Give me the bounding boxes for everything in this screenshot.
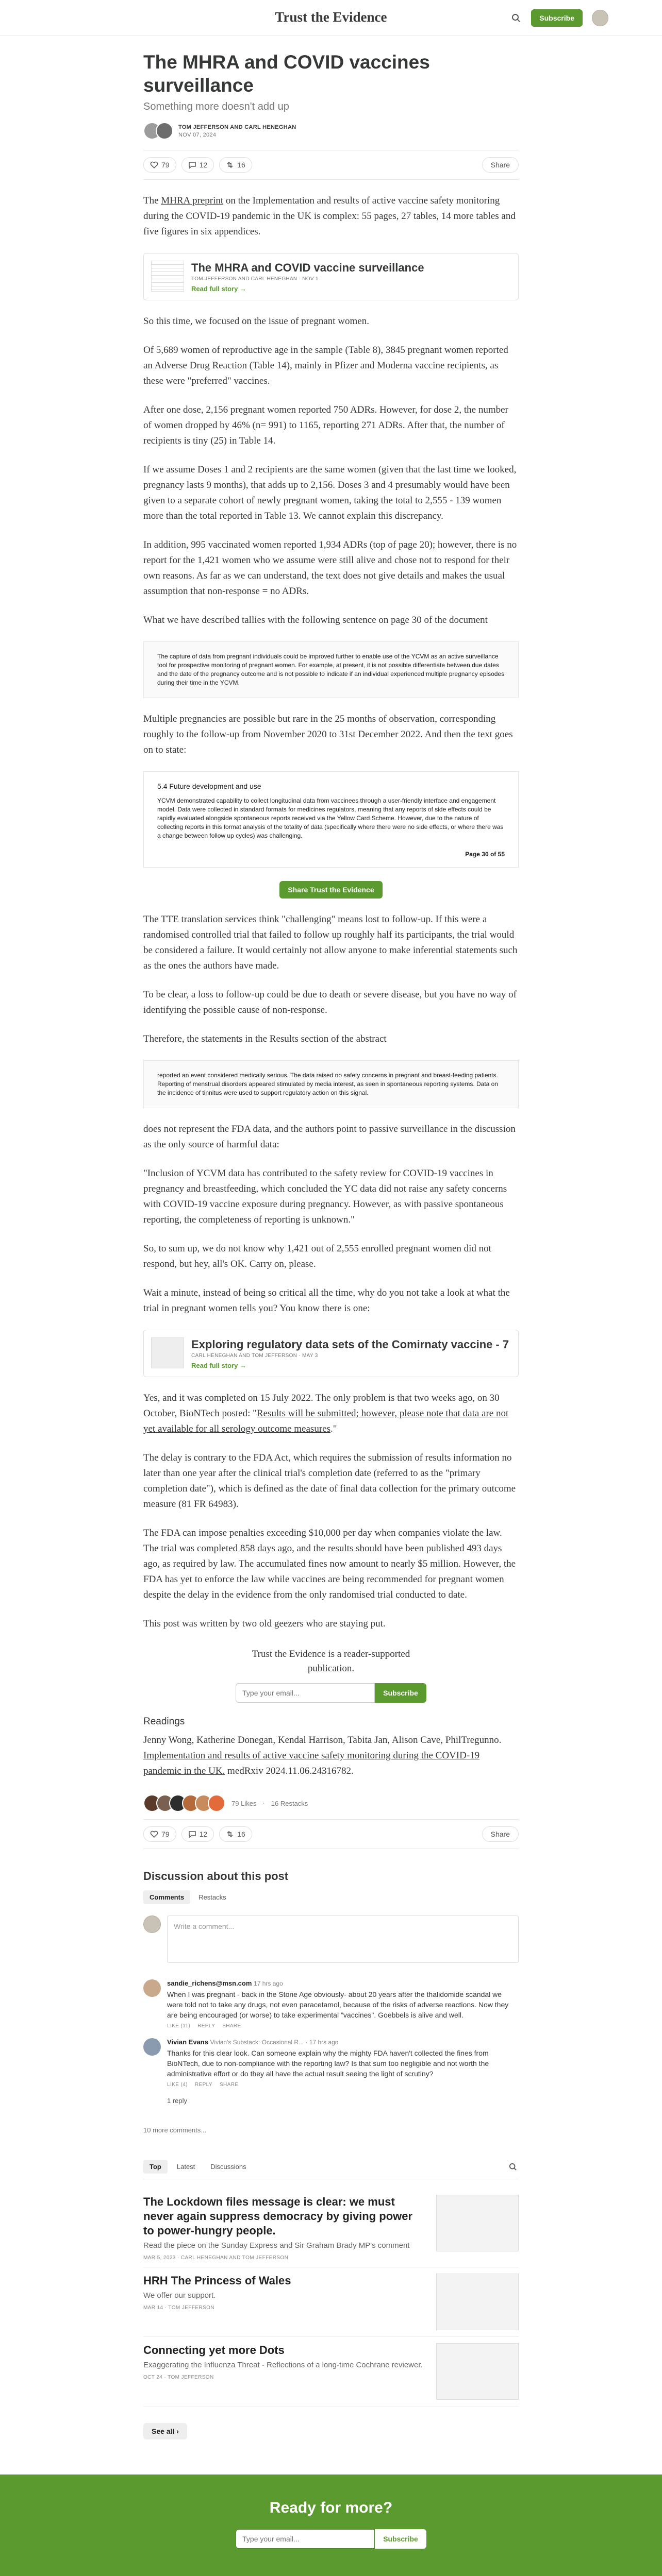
more-comments-link[interactable]: 10 more comments... bbox=[143, 2126, 207, 2134]
paragraph: After one dose, 2,156 pregnant women reported 750 ADRs. However, for dose 2, the number of women dropped by 46% (n= 991) to 1165, reporting 271 ADRs. After that, the number of recipients is tiny (25) in Table 14. bbox=[143, 404, 508, 446]
read-full-story-link[interactable]: Read full story → bbox=[191, 285, 246, 293]
archive-post-subtitle: Exaggerating the Influenza Threat - Reflections of a long-time Cochrane reviewer. bbox=[143, 2361, 423, 2369]
biontech-results-link[interactable]: Results will be submitted; however, please note that data are not yet available for all serology outcome measures bbox=[143, 1408, 509, 1434]
restack-count: 16 bbox=[237, 1830, 245, 1838]
archive-post-image[interactable] bbox=[436, 2343, 519, 2400]
comment-share-button[interactable]: SHARE bbox=[222, 2023, 241, 2029]
likes-text[interactable]: 79 Likes bbox=[231, 1799, 257, 1807]
abstract-excerpt: reported an event considered medically serious. The data raised no safety concerns in pregnant and breast-feeding patients. Reporting of menstrual disorders appeared stimulated by media interest, as seen in spontaneous reporting systems. Data on the incidence of tinnitus were used to support regulatory action on this signal. bbox=[143, 1060, 519, 1108]
likes-row: 79 Likes · 16 Restacks bbox=[143, 1794, 519, 1812]
embed-meta: CARL HENEGHAN AND TOM JEFFERSON · MAY 3 bbox=[191, 1353, 318, 1359]
comment-like-button[interactable]: LIKE (4) bbox=[167, 2082, 188, 2088]
comment-share-button[interactable]: SHARE bbox=[219, 2082, 239, 2088]
share-button[interactable]: Share bbox=[482, 1826, 519, 1842]
restack-icon bbox=[226, 161, 234, 169]
embed-thumbnail bbox=[151, 261, 184, 292]
subscribe-form bbox=[143, 1683, 519, 1703]
subscribe-button[interactable]: Subscribe bbox=[375, 1683, 426, 1703]
like-count: 79 bbox=[161, 161, 170, 169]
footer-subscribe-form bbox=[0, 2529, 662, 2549]
paragraph: The delay is contrary to the FDA Act, which requires the submission of results information no later than one year after the clinical trial's completion date (referred to as the "primary completion date"), which is defined as the date of final data collection for the primary outcome measure (81 FR 64983). bbox=[143, 1452, 516, 1510]
comment-text: Thanks for this clear look. Can someone explain why the mighty FDA haven't collected the fines from BioNTech, due to non-compliance with the reporting law? Is that sum too negligible and not worth the administrative effort or do they all have the actual result seeing the light of scrutiny? bbox=[167, 2049, 489, 2078]
paragraph: This post was written by two old geezers who are staying put. bbox=[143, 1618, 386, 1629]
ready-heading: Ready for more? bbox=[269, 2499, 393, 2516]
paragraph: If we assume Doses 1 and 2 recipients are the same women (given that the last time we looked, pregnancy lasts 9 months), that adds up to 2,156. Doses 3 and 4 presumably would have been given to a separate cohort of newly pregnant women, taking the total to 2,555 - 139 women more than the total reported in Table 13. We cannot explain this discrepancy. bbox=[143, 464, 517, 521]
heart-icon bbox=[150, 161, 158, 169]
tab-discussions[interactable]: Discussions bbox=[210, 2163, 246, 2171]
post-date: NOV 07, 2024 bbox=[178, 131, 217, 138]
archive-post-image[interactable] bbox=[436, 2195, 519, 2251]
archive-post[interactable] bbox=[143, 2337, 519, 2406]
tab-latest[interactable]: Latest bbox=[176, 2163, 195, 2171]
paragraph: The FDA can impose penalties exceeding $10,000 per day when companies violate the law. The trial was completed 858 days ago, and the results should have been published 493 days ago, as required by law. The accumulated fines now amount to nearly $5 million. However, the FDA has yet to enforce the law while vaccines are being recommended for pregnant women despite the delay in the evidence from the only randomised trial conducted to date. bbox=[143, 1528, 516, 1600]
footer-email-input[interactable] bbox=[236, 2529, 375, 2549]
comment-meta: Vivian's Substack: Occasional R... · 17 hrs ago bbox=[210, 2039, 339, 2046]
commenter-name[interactable]: Vivian Evans bbox=[167, 2038, 208, 2046]
liker-avatars[interactable] bbox=[143, 1794, 225, 1812]
comment-icon bbox=[188, 1830, 196, 1838]
paragraph: So, to sum up, we do not know why 1,421 out of 2,555 enrolled pregnant women did not respond, but hey, all's OK. Carry on, please. bbox=[143, 1243, 491, 1269]
avatar bbox=[143, 1916, 161, 1933]
post-title: The MHRA and COVID vaccines surveillance bbox=[143, 52, 430, 96]
embed-title[interactable]: The MHRA and COVID vaccine surveillance bbox=[191, 261, 424, 274]
comment-button[interactable] bbox=[181, 157, 214, 173]
embed-title[interactable]: Exploring regulatory data sets of the Comirnaty vaccine - 7 bbox=[191, 1338, 509, 1351]
restack-count: 16 bbox=[237, 161, 245, 169]
author-names[interactable]: TOM JEFFERSON AND CARL HENEGHAN bbox=[178, 124, 296, 130]
archive-post-title[interactable]: HRH The Princess of Wales bbox=[143, 2274, 291, 2287]
embed-meta: TOM JEFFERSON AND CARL HENEGHAN · NOV 1 bbox=[191, 276, 319, 282]
tab-restacks[interactable]: Restacks bbox=[198, 1893, 226, 1901]
like-button[interactable] bbox=[143, 1826, 176, 1842]
paragraph: Multiple pregnancies are possible but rare in the 25 months of observation, corresponding roughly to the follow-up from November 2020 to 31st December 2022. And then the text goes on to state: bbox=[143, 714, 513, 755]
search-icon[interactable] bbox=[510, 12, 522, 24]
archive-post[interactable] bbox=[143, 2267, 519, 2337]
archive-post-title[interactable]: The Lockdown files message is clear: we must never again suppress democracy by giving power to power-hungry people. bbox=[143, 2195, 413, 2237]
like-button[interactable] bbox=[143, 157, 176, 173]
avatar bbox=[208, 1794, 225, 1812]
comment bbox=[143, 2038, 519, 2088]
archive-post[interactable] bbox=[143, 2189, 519, 2267]
subscribe-button[interactable]: Subscribe bbox=[531, 9, 583, 27]
user-avatar[interactable] bbox=[592, 10, 608, 26]
paragraph: The MHRA preprint on the Implementation and results of active vaccine safety monitoring during the COVID-19 pandemic in the UK is complex: 55 pages, 27 tables, 14 more tables and five figures in six appendices. bbox=[143, 195, 516, 237]
comment-reply-button[interactable]: REPLY bbox=[194, 2082, 212, 2088]
mhra-preprint-link[interactable]: MHRA preprint bbox=[161, 195, 224, 206]
embedded-post[interactable] bbox=[143, 253, 519, 300]
author-avatars[interactable] bbox=[143, 122, 173, 140]
reference-link[interactable]: Implementation and results of active vaccine safety monitoring during the COVID-19 pandemic in the UK. bbox=[143, 1750, 480, 1776]
post-actions bbox=[143, 150, 519, 180]
tab-comments[interactable]: Comments bbox=[143, 1890, 190, 1904]
archive-post-image[interactable] bbox=[436, 2274, 519, 2330]
archive-post-subtitle: We offer our support. bbox=[143, 2291, 216, 2300]
tab-top[interactable]: Top bbox=[143, 2160, 168, 2174]
excerpt-section-heading: 5.4 Future development and use bbox=[157, 782, 261, 790]
comment-like-button[interactable]: LIKE (11) bbox=[167, 2023, 191, 2029]
paragraph: Yes, and it was completed on 15 July 2022. The only problem is that two weeks ago, on 30 October, BioNTech posted: "Results will be submitted; however, please note that data are not yet available for all serology outcome measures." bbox=[143, 1393, 509, 1434]
archive-tabs bbox=[143, 2160, 519, 2179]
main-column bbox=[143, 50, 519, 2456]
post-body bbox=[143, 193, 519, 1632]
embed-thumbnail bbox=[151, 1337, 184, 1368]
reference: Jenny Wong, Katherine Donegan, Kendal Harrison, Tabita Jan, Alison Cave, PhilTregunno. Implementation and results of active vaccine safety monitoring during the COVID-19 pandemic in the UK. medRxiv 2024.11.06.24316782. bbox=[143, 1735, 502, 1776]
paragraph: "Inclusion of YCVM data has contributed to the safety review for COVID-19 vaccines in pregnancy and breastfeeding, which concluded the YC data did not raise any safety concerns with COVID-19 vaccine exposure during pregnancy. However, as with passive spontaneous reporting, the completeness of reporting is unknown." bbox=[143, 1168, 507, 1225]
header-tools bbox=[510, 9, 608, 27]
archive-post-meta: MAR 14 · TOM JEFFERSON bbox=[143, 2305, 214, 2311]
excerpt-text: YCVM demonstrated capability to collect longitudinal data from vaccinees through a user-friendly interface and engagement model. Data were collected in standard formats for medicines regulators, meaning that any reports of side effects could be rapidly evaluated alongside spontaneous reports received via the Yellow Card Scheme. However, due to the nature of collecting reports in this format analysis of the totality of data (specifically where there were no side effects, or where there was a change between follow up cycles) was challenging. bbox=[157, 797, 504, 839]
readings bbox=[143, 1733, 519, 1779]
embedded-post[interactable] bbox=[143, 1330, 519, 1377]
view-replies-link[interactable]: 1 reply bbox=[167, 2097, 188, 2105]
commenter-name[interactable]: sandie_richens@msn.com bbox=[167, 1979, 252, 1987]
discussion-tabs bbox=[143, 1890, 519, 1904]
read-full-story-link[interactable]: Read full story → bbox=[191, 1362, 246, 1369]
archive-post-title[interactable]: Connecting yet more Dots bbox=[143, 2344, 285, 2357]
archive-post-meta: OCT 24 · TOM JEFFERSON bbox=[143, 2375, 214, 2380]
comment-meta: 17 hrs ago bbox=[254, 1980, 283, 1987]
site-title[interactable]: Trust the Evidence bbox=[275, 9, 387, 25]
paragraph: Therefore, the statements in the Results section of the abstract bbox=[143, 1033, 387, 1044]
share-button[interactable]: Share bbox=[482, 157, 519, 173]
see-all-button[interactable]: See all › bbox=[143, 2423, 187, 2439]
avatar[interactable] bbox=[143, 1979, 161, 1997]
search-icon[interactable] bbox=[507, 2161, 519, 2173]
document-page-excerpt bbox=[143, 771, 519, 868]
paragraph: What we have described tallies with the following sentence on page 30 of the document bbox=[143, 615, 488, 625]
restack-button[interactable] bbox=[219, 157, 252, 173]
paragraph: In addition, 995 vaccinated women reported 1,934 ADRs (top of page 20); however, there is no report for the 1,421 women who we assume were still alive and chose not to respond for their own reasons. As far as we can understand, the text does not give details and makes the usual assumption that non-response = no ADRs. bbox=[143, 539, 517, 597]
archive-post-meta: MAR 5, 2023 · CARL HENEGHAN AND TOM JEFFERSON bbox=[143, 2255, 289, 2261]
email-input[interactable] bbox=[236, 1683, 375, 1703]
comment bbox=[143, 1979, 519, 2029]
heart-icon bbox=[150, 1830, 158, 1838]
avatar[interactable] bbox=[143, 2038, 161, 2056]
footer-subscribe-button[interactable]: Subscribe bbox=[375, 2529, 426, 2549]
discussion-heading: Discussion about this post bbox=[143, 1870, 289, 1883]
comment-input[interactable]: Write a comment... bbox=[167, 1916, 519, 1963]
paragraph: To be clear, a loss to follow-up could be due to death or severe disease, but you have no way of identifying the possible cause of non-response. bbox=[143, 989, 517, 1015]
paragraph: So this time, we focused on the issue of pregnant women. bbox=[143, 316, 369, 327]
comment-button[interactable] bbox=[181, 1826, 214, 1842]
comment-count: 12 bbox=[199, 1830, 208, 1838]
subscribe-block bbox=[143, 1647, 519, 1703]
share-publication-button[interactable]: Share Trust the Evidence bbox=[279, 881, 382, 899]
paragraph: does not represent the FDA data, and the authors point to passive surveillance in the discussion as the only source of harmful data: bbox=[143, 1124, 516, 1150]
paragraph: The TTE translation services think "challenging" means lost to follow-up. If this were a randomised controlled trial that failed to follow up roughly half its participants, the trial would be considered a failure. It would certainly not allow anyone to make inferential statements such as the ones the authors have made. bbox=[143, 914, 518, 971]
byline bbox=[143, 122, 519, 140]
ready-for-more-banner bbox=[0, 2475, 662, 2576]
paragraph: Of 5,689 women of reproductive age in the sample (Table 8), 3845 pregnant women reported an Adverse Drug Reaction (Table 14), mainly in Pfizer and Moderna vaccine recipients, as these were "preferred" vaccines. bbox=[143, 345, 508, 386]
restack-button[interactable] bbox=[219, 1826, 252, 1842]
like-count: 79 bbox=[161, 1830, 170, 1838]
subscribe-text: Trust the Evidence is a reader-supported publication. bbox=[252, 1649, 410, 1674]
quoted-excerpt: The capture of data from pregnant individuals could be improved further to enable use of the YCVM as an active surveillance tool for prospective monitoring of pregnant women. For example, at present, it is not possible differentiate between due dates and the date of the pregnancy outcome and is not possible to indicate if an individual experienced multiple pregnancy episodes during their time in the YCVM. bbox=[143, 641, 519, 698]
paragraph: Wait a minute, instead of being so critical all the time, why do you not take a look at what the trial in pregnant women tells you? You know there is one: bbox=[143, 1287, 510, 1314]
comment-text: When I was pregnant - back in the Stone Age obviously- about 20 years after the thalidomide scandal we were told not to take any drugs, not even paracetamol, because of the risks of adverse reactions. Now they are being encouraged (or worse) to take experimental "vaccines". Goebbels is alive and well. bbox=[167, 1990, 509, 2019]
readings-heading: Readings bbox=[143, 1716, 185, 1727]
excerpt-page-number: Page 30 of 55 bbox=[465, 851, 505, 858]
post-actions-bottom bbox=[143, 1819, 519, 1849]
comment-reply-button[interactable]: REPLY bbox=[197, 2023, 216, 2029]
post-subtitle: Something more doesn't add up bbox=[143, 101, 289, 112]
restacks-text[interactable]: 16 Restacks bbox=[271, 1799, 308, 1807]
comment-icon bbox=[188, 161, 196, 169]
restack-icon bbox=[226, 1830, 234, 1838]
comment-count: 12 bbox=[199, 161, 208, 169]
top-bar bbox=[0, 0, 662, 36]
archive-post-subtitle: Read the piece on the Sunday Express and Sir Graham Brady MP's comment bbox=[143, 2241, 410, 2250]
comment-composer bbox=[143, 1916, 519, 1963]
